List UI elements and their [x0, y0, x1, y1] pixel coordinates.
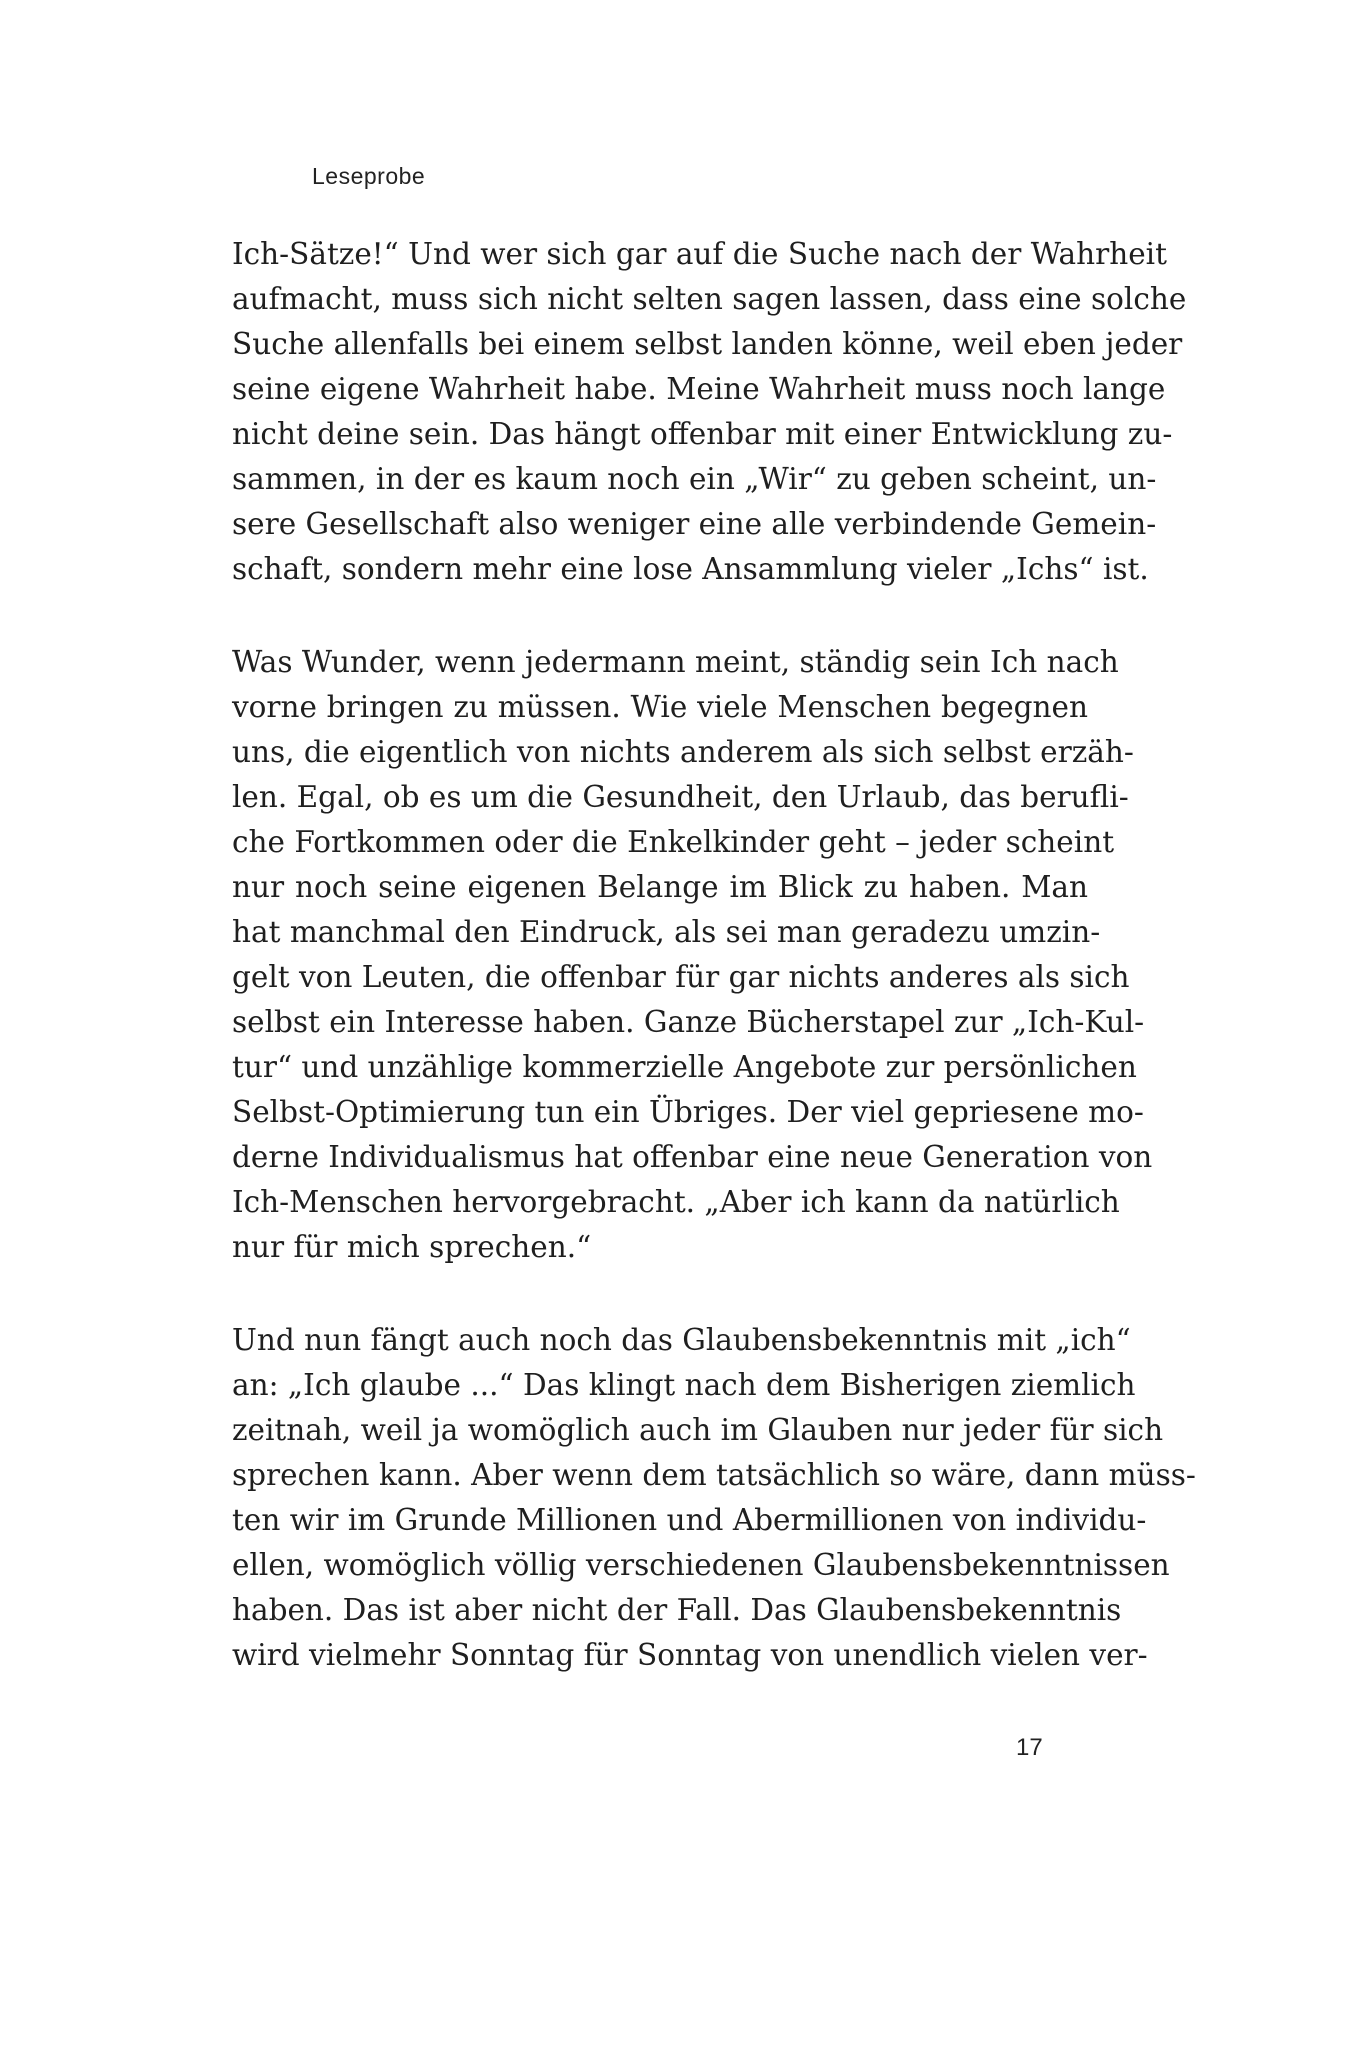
page-number: 17: [1016, 1734, 1043, 1761]
text-line: Ich-Menschen hervorgebracht. „Aber ich kann da natürlich: [232, 1185, 1120, 1219]
text-line: Und nun fängt auch noch das Glaubensbekenntnis mit „ich“: [232, 1323, 1131, 1357]
running-header: Leseprobe: [312, 163, 426, 189]
text-line: ten wir im Grunde Millionen und Abermillionen von individu-: [232, 1503, 1147, 1537]
text-line: len. Egal, ob es um die Gesundheit, den Urlaub, das berufli-: [232, 780, 1129, 814]
paragraph-2: [232, 640, 1153, 1270]
text-line: uns, die eigentlich von nichts anderem als sich selbst erzäh-: [232, 735, 1134, 769]
text-line: seine eigene Wahrheit habe. Meine Wahrheit muss noch lange: [232, 372, 1166, 406]
text-line: Was Wunder, wenn jedermann meint, ständig sein Ich nach: [232, 645, 1119, 679]
text-line: sprechen kann. Aber wenn dem tatsächlich so wäre, dann müss-: [232, 1458, 1196, 1492]
text-line: che Fortkommen oder die Enkelkinder geht – jeder scheint: [232, 825, 1115, 859]
text-line: vorne bringen zu müssen. Wie viele Menschen begegnen: [232, 690, 1088, 724]
text-line: haben. Das ist aber nicht der Fall. Das Glaubensbekenntnis: [232, 1593, 1122, 1627]
text-line: sere Gesellschaft also weniger eine alle verbindende Gemein-: [232, 507, 1157, 541]
text-line: Ich-Sätze!“ Und wer sich gar auf die Suche nach der Wahrheit: [232, 237, 1167, 271]
text-line: tur“ und unzählige kommerzielle Angebote zur persönlichen: [232, 1050, 1137, 1084]
text-line: sammen, in der es kaum noch ein „Wir“ zu geben scheint, un-: [232, 462, 1157, 496]
paragraph-3: [232, 1318, 1196, 1678]
text-line: aufmacht, muss sich nicht selten sagen lassen, dass eine solche: [232, 282, 1187, 316]
text-line: hat manchmal den Eindruck, als sei man geradezu umzin-: [232, 915, 1101, 949]
text-line: wird vielmehr Sonntag für Sonntag von unendlich vielen ver-: [232, 1638, 1148, 1672]
text-line: gelt von Leuten, die offenbar für gar nichts anderes als sich: [232, 960, 1130, 994]
text-line: selbst ein Interesse haben. Ganze Bücherstapel zur „Ich-Kul-: [232, 1005, 1145, 1039]
text-line: Suche allenfalls bei einem selbst landen könne, weil eben jeder: [232, 327, 1183, 361]
text-line: ellen, womöglich völlig verschiedenen Glaubensbekenntnissen: [232, 1548, 1170, 1582]
paragraph-1: [232, 232, 1187, 592]
text-line: derne Individualismus hat offenbar eine neue Generation von: [232, 1140, 1153, 1174]
text-line: schaft, sondern mehr eine lose Ansammlung vieler „Ichs“ ist.: [232, 552, 1149, 586]
text-line: Selbst-Optimierung tun ein Übriges. Der viel gepriesene mo-: [232, 1095, 1144, 1129]
text-line: nur für mich sprechen.“: [232, 1230, 592, 1264]
text-line: an: „Ich glaube ...“ Das klingt nach dem Bisherigen ziemlich: [232, 1368, 1136, 1402]
text-line: nicht deine sein. Das hängt offenbar mit einer Entwicklung zu-: [232, 417, 1173, 451]
text-line: nur noch seine eigenen Belange im Blick zu haben. Man: [232, 870, 1088, 904]
text-line: zeitnah, weil ja womöglich auch im Glauben nur jeder für sich: [232, 1413, 1164, 1447]
